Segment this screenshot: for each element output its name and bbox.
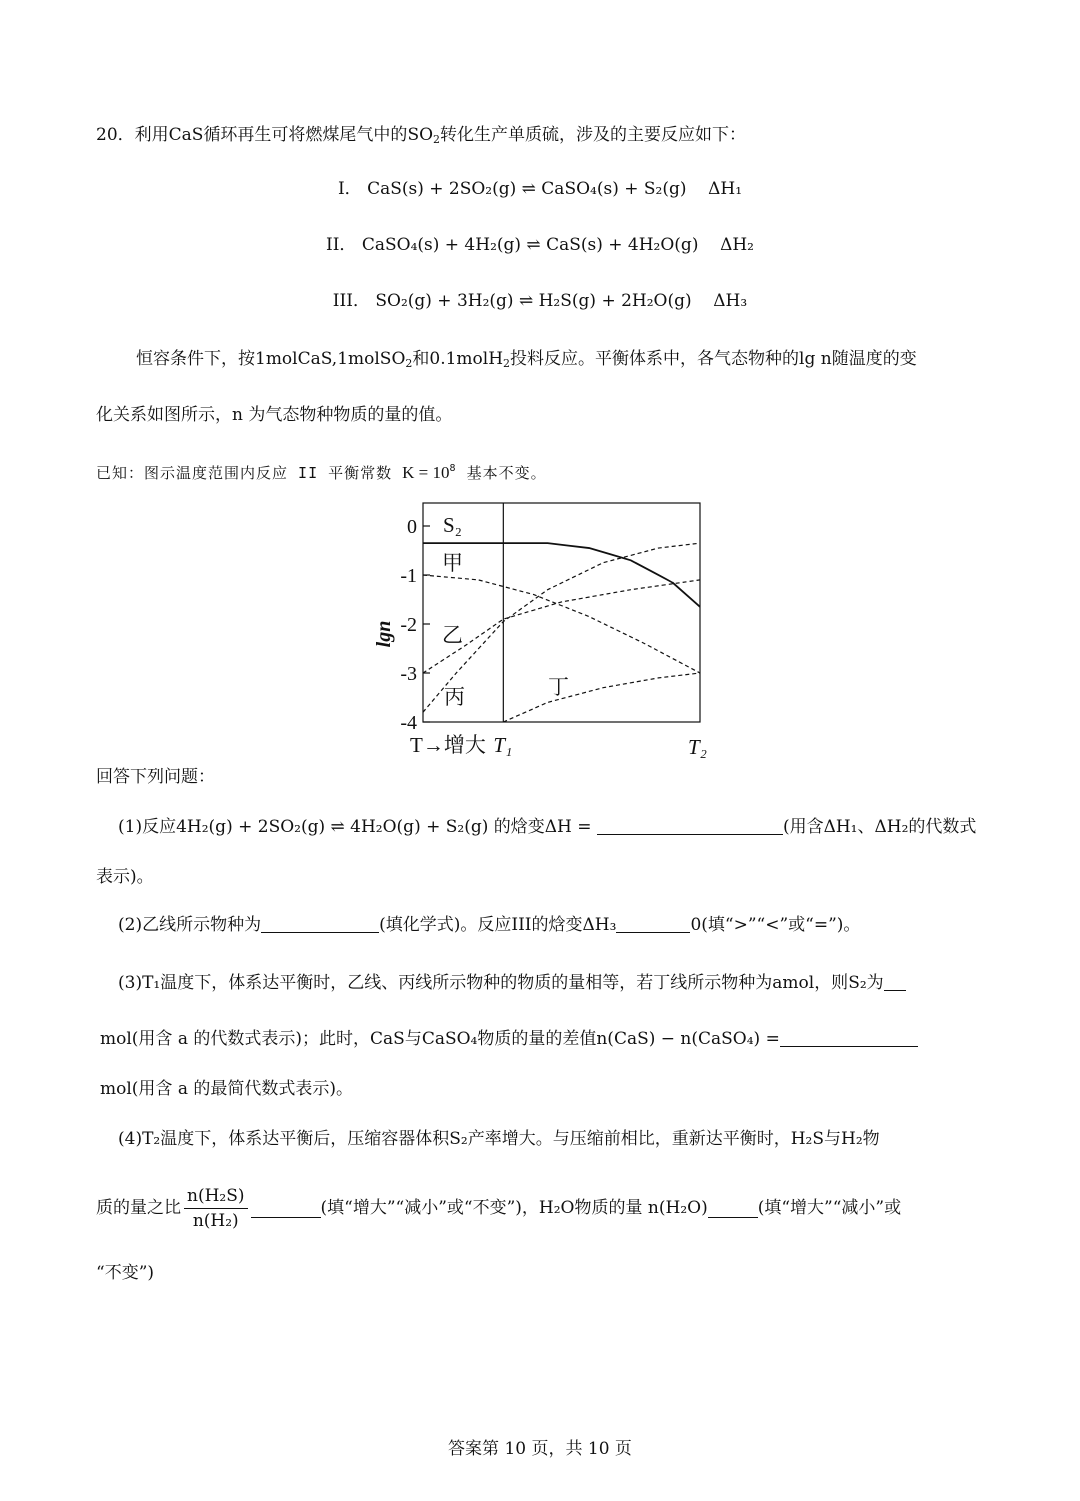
reaction-enthalpy: ΔH₁ (708, 179, 743, 199)
formula-H2O: H₂O (538, 1198, 575, 1218)
conditions-line-1 (136, 348, 917, 370)
formula-CaS: CaS (370, 1029, 405, 1049)
answer-blank-q3b[interactable] (780, 1028, 918, 1047)
sub-question-4-line-3: “不变”) (96, 1263, 155, 1283)
series-line-甲 (423, 575, 700, 673)
sub-question-2 (118, 914, 860, 936)
page-footer: 答案第 10 页，共 10 页 (448, 1439, 632, 1459)
body-text: 物 (862, 1129, 880, 1149)
x-tick-label-T1: T₁ (493, 733, 513, 757)
body-text: 质的量之比 (96, 1198, 181, 1218)
body-text: (1)反应 (118, 817, 177, 837)
question-intro (96, 124, 746, 146)
formula-CaSO4: CaSO₄ (421, 1029, 478, 1049)
body-text: ，则 (814, 973, 849, 993)
formula-feed-h2: 0.1molH (429, 349, 504, 369)
body-text: 产率增大。与压缩前相比，重新达平衡时， (467, 1129, 791, 1149)
fraction-numerator: n(H₂S) (184, 1185, 248, 1209)
answer-blank-q2b[interactable] (616, 914, 690, 933)
formula-dh: ΔH = (544, 817, 592, 837)
body-text: 的焓变 (493, 817, 545, 837)
reaction-I (0, 178, 1080, 200)
formula-amol: amol (772, 973, 815, 993)
reaction-label: III． (332, 291, 370, 311)
sub-question-3-line-2 (100, 1028, 918, 1050)
intro-text: 循环再生可将燃煤尾气中的 (203, 125, 408, 145)
formula-H2: H₂ (841, 1129, 863, 1149)
sub-question-3 (118, 972, 906, 994)
formula-H2S: H₂S (790, 1129, 825, 1149)
series-label-乙: 乙 (442, 623, 463, 647)
intro-text: 转化生产单质硫，涉及的主要反应如下： (440, 125, 747, 145)
subscript: 2 (433, 133, 441, 146)
reaction-label: I． (337, 179, 362, 199)
question-number: 20． (96, 125, 135, 145)
reaction-equation: SO₂(g) + 3H₂(g) ⇌ H₂S(g) + 2H₂O(g) (375, 291, 692, 311)
formula-text: SO (407, 125, 434, 145)
lgn-temperature-chart (360, 496, 730, 764)
body-text: (用含 (782, 817, 824, 837)
sub-question-1-cont: 表示)。 (96, 867, 154, 887)
body-text: (4) (118, 1129, 143, 1149)
answer-blank-q2a[interactable] (261, 914, 379, 933)
body-text: 已知：图示温度范围内反应 II 平衡常数 (96, 464, 393, 482)
series-line-S₂ (423, 543, 700, 607)
known-condition (96, 462, 547, 484)
body-text: 物质的量 (574, 1198, 643, 1218)
x-tick-label-T2: T₂ (688, 735, 707, 759)
body-text: mol (100, 1079, 132, 1099)
body-text: 随温度的变 (831, 349, 917, 369)
body-text: (填化学式)。反应III的焓变 (379, 915, 583, 935)
subscript: 2 (503, 357, 511, 370)
body-text: 投料反应。平衡体系中，各气态物种的 (510, 349, 800, 369)
formula-lgn: lg n (799, 349, 832, 369)
body-text: (填“增大”“减小”或 (757, 1198, 902, 1218)
body-text: 物质的量的差值 (477, 1029, 597, 1049)
fraction-nH2S-nH2 (184, 1185, 248, 1232)
formula-feed: 1molCaS,1molSO (255, 349, 406, 369)
y-tick-label: -3 (400, 663, 417, 685)
body-text: mol (100, 1029, 132, 1049)
y-tick-label: -4 (400, 712, 417, 734)
body-text: 为 (866, 973, 884, 993)
sub-question-4 (118, 1128, 880, 1150)
body-text: (3) (118, 973, 143, 993)
body-text: 基本不变。 (466, 464, 547, 482)
body-text: 和 (412, 349, 430, 369)
body-text: (用含 a 的最简代数式表示)。 (131, 1079, 354, 1099)
formula-K: K = 10 (402, 463, 450, 482)
formula-S2: S₂ (449, 1129, 468, 1149)
formula-difference: n(CaS) − n(CaSO₄) = (596, 1029, 780, 1049)
x-axis-label: T→增大 (410, 733, 486, 757)
reaction-equation: CaS(s) + 2SO₂(g) ⇌ CaSO₄(s) + S₂(g) (367, 179, 687, 199)
fraction-denominator: n(H₂) (192, 1210, 239, 1231)
sub-question-1 (118, 816, 976, 838)
answer-blank-q4a[interactable] (251, 1199, 321, 1218)
reaction-II (0, 234, 1080, 256)
answer-blank-q3a[interactable] (884, 972, 906, 991)
body-text: 与 (404, 1029, 422, 1049)
reaction-equation: CaSO₄(s) + 4H₂(g) ⇌ CaS(s) + 4H₂O(g) (361, 235, 699, 255)
reaction-III (0, 290, 1080, 312)
body-text: (填“增大”“减小”或“不变”)， (320, 1198, 539, 1218)
formula-T1: T₁ (142, 973, 161, 993)
sub-question-3-line-3 (100, 1078, 353, 1100)
formula-dh12: ΔH₁、ΔH₂ (823, 817, 909, 837)
y-tick-label: -2 (400, 614, 417, 636)
sub-question-4-line-2 (96, 1182, 901, 1234)
y-tick-label: 0 (407, 516, 417, 538)
subscript: 2 (405, 357, 413, 370)
reaction-enthalpy: ΔH₃ (713, 291, 748, 311)
answer-prompt: 回答下列问题： (96, 767, 215, 787)
formula-equation: 4H₂(g) + 2SO₂(g) ⇌ 4H₂O(g) + S₂(g) (176, 817, 489, 837)
body-text: 恒容条件下，按 (136, 349, 255, 369)
formula-dh3: ΔH₃ (582, 915, 617, 935)
answer-blank-q1[interactable] (597, 816, 783, 835)
series-line-丁 (503, 673, 700, 722)
formula-CaS: CaS (168, 125, 204, 145)
body-text: 与 (824, 1129, 842, 1149)
series-label-甲: 甲 (442, 551, 463, 575)
conditions-line-2: 化关系如图所示，n 为气态物种物质的量的值。 (96, 405, 453, 425)
series-label-丁: 丁 (548, 675, 569, 699)
y-tick-label: -1 (400, 565, 417, 587)
body-text: (2)乙线所示物种为 (118, 915, 262, 935)
formula-SO2 (407, 125, 440, 145)
reaction-label: II． (326, 235, 357, 255)
series-label-丙: 丙 (444, 685, 465, 709)
body-text: 0(填“>”“<”或“=”)。 (690, 915, 861, 935)
body-text: 温度下，体系达平衡后，压缩容器体积 (160, 1129, 450, 1149)
formula-nH2O: n(H₂O) (647, 1198, 708, 1218)
y-axis-label: lgn (373, 620, 395, 648)
answer-blank-q4b[interactable] (708, 1199, 758, 1218)
body-text: 温度下，体系达平衡时，乙线、丙线所示物种的物质的量相等，若丁线所示物种为 (160, 973, 773, 993)
superscript: 8 (449, 463, 457, 474)
body-text: 的代数式 (908, 817, 977, 837)
formula-S2: S₂ (848, 973, 867, 993)
formula-T2: T₂ (142, 1129, 161, 1149)
series-label-S₂: S₂ (443, 513, 463, 537)
intro-text: 利用 (134, 125, 169, 145)
reaction-enthalpy: ΔH₂ (720, 235, 754, 255)
body-text: (用含 a 的代数式表示)；此时， (131, 1029, 371, 1049)
series-line-乙 (423, 580, 700, 673)
